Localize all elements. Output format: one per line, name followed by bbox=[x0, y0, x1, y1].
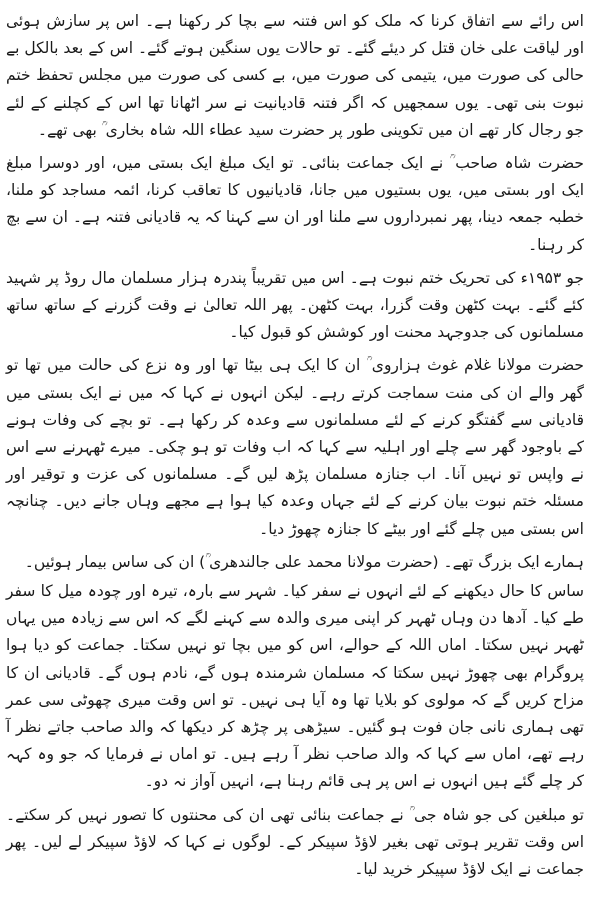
paragraph-5: ہمارے ایک بزرگ تھے۔ (حضرت مولانا محمد علی جالندھری ؒ) ان کی ساس بیمار ہوئیں۔ bbox=[24, 552, 584, 571]
paragraph-2: حضرت شاہ صاحب ؒ نے ایک جماعت بنائی۔ تو ایک مبلغ ایک بستی میں، اور دوسرا مبلغ ایک اور بستی میں، یوں بستیوں میں جانا، قادیانیوں کا تعاقب کرنا، ائمہ مساجد کو ملنا، خطبہ جمعہ دینا، پھر نمبرداروں سے ملنا اور ان سے کہنا کہ یہ قادیانی فتنہ ہے۔ ان سے بچ کر رہنا۔ bbox=[6, 154, 584, 254]
paragraph-1: اس رائے سے اتفاق کرنا کہ ملک کو اس فتنہ سے بچا کر رکھنا ہے۔ اس پر سازش ہوئی اور لیاقت علی خان قتل کر دیئے گئے۔ تو حالات یوں سنگین ہوتے گئے۔ اس کے بعد بالکل بے حالی کی صورت میں، یتیمی کی صورت میں، بے کسی کی صورت میں مجلس تحفظ ختم نبوت بنی تھی۔ یوں سمجھیں کہ اگر فتنہ قادیانیت نے سر اٹھانا تھا اس کے کچلنے کے لئے جو رجال کار تھے ان میں تکوینی طور پر حضرت سید عطاء اللہ شاہ بخاری ؒ بھی تھے۔ bbox=[6, 12, 584, 139]
paragraph-3: جو ۱۹۵۳ء کی تحریک ختم نبوت ہے۔ اس میں تقریباً پندرہ ہزار مسلمان مال روڈ پر شہید کئے گئے۔ بہت کٹھن وقت گزرا، بہت کٹھن۔ پھر اللہ تعالیٰ نے وقت گزرنے کے ساتھ ساتھ مسلمانوں کی جدوجہد محنت اور کوشش کو قبول کیا۔ bbox=[6, 268, 584, 342]
paragraph-6: ساس کا حال دیکھنے کے لئے انہوں نے سفر کیا۔ شہر سے بارہ، تیرہ اور چودہ میل کا سفر طے کیا۔ آدھا دن وہاں ٹھہر کر اپنی میری والدہ سے کہنے لگے کہ اس سے زیادہ میں یہاں ٹھہر نہیں سکتا۔ اماں اللہ کے حوالے، اس کو میں بچا تو نہیں سکتا۔ جماعت کو دیا ہوا پروگرام بھی چھوڑ نہیں سکتا کہ مسلمان شرمندہ ہوں گے، نادم ہوں گے۔ قادیانی ان کا مزاح کریں گے کہ مولوی کو بلایا تھا وہ آیا ہی نہیں۔ تو اس وقت میری چھوٹی سی عمر تھی ہماری نانی جان فوت ہو گئیں۔ سیڑھی پر چڑھ کر دیکھا کہ والد صاحب جاتے نظر آ رہے تھے، اماں سے کہا کہ والد صاحب نظر آ رہے ہیں۔ تو اماں نے فرمایا کہ جو وہ کہہ کر چلے گئے ہیں انہوں نے اس پر ہی قائم رہنا ہے، انہیں آواز نہ دو۔ bbox=[6, 582, 584, 791]
paragraph-7: تو مبلغین کی جو شاہ جی ؒ نے جماعت بنائی تھی ان کی محنتوں کا تصور نہیں کر سکتے۔ اس وقت تقریر ہوتی تھی بغیر لاؤڈ سپیکر کے۔ لوگوں نے کہا کہ لاؤڈ سپیکر لے لیں۔ پھر جماعت نے ایک لاؤڈ سپیکر خرید لیا۔ bbox=[6, 805, 584, 879]
paragraph-4: حضرت مولانا غلام غوث ہزاروی ؒ ان کا ایک ہی بیٹا تھا اور وہ نزع کی حالت میں تھا تو گھر والے ان کی منت سماجت کرتے رہے۔ لیکن انہوں نے کہا کہ میں نے ایک بستی میں قادیانی سے گفتگو کرنے کے لئے مسلمانوں سے وعدہ کر رکھا ہے۔ تو بچے کی وفات ہونے کے باوجود گھر سے چلے اور اہلیہ سے کہا کہ اب وفات تو ہو چکی۔ میرے ٹھہرنے سے اس نے واپس تو نہیں آنا۔ اب جنازہ مسلمان پڑھ لیں گے۔ مسلمانوں کی عزت و توقیر اور مسئلہ ختم نبوت بیان کرنے کے لئے جہاں وعدہ کیا ہوا ہے مجھے وہاں جانے دیں۔ چنانچہ اس بستی میں چلے گئے اور بیٹے کا جنازہ چھوڑ دیا۔ bbox=[6, 356, 584, 538]
